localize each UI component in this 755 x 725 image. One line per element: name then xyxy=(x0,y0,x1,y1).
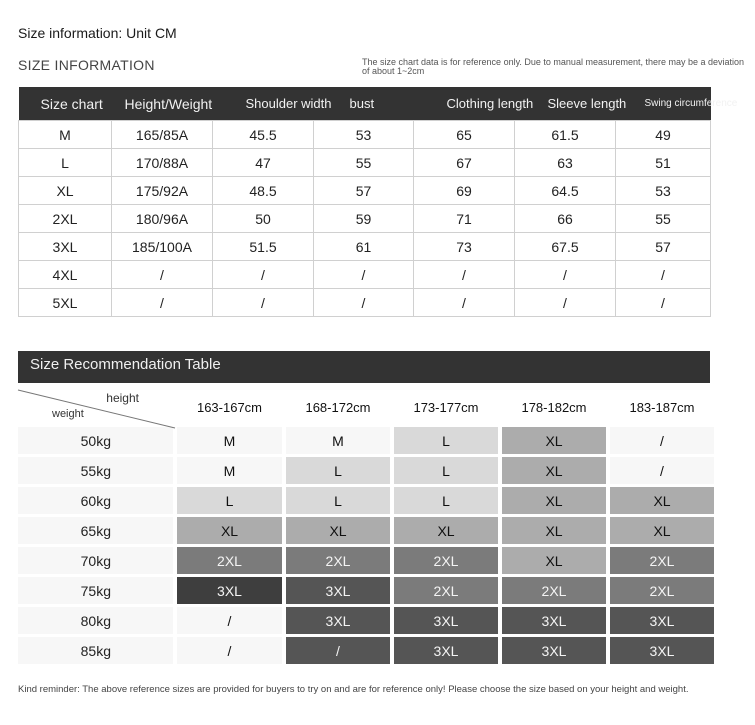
recommended-size-cell: 2XL xyxy=(394,577,498,604)
recommended-size-cell: 3XL xyxy=(177,577,282,604)
height-range-header: 173-177cm xyxy=(394,390,498,424)
size-chart-cell: / xyxy=(112,261,213,289)
recommended-size-cell: 3XL xyxy=(502,637,606,664)
weight-label: 60kg xyxy=(18,487,173,514)
size-chart-cell: 63 xyxy=(515,149,616,177)
recommended-size-cell: 3XL xyxy=(286,577,390,604)
size-chart-table xyxy=(18,87,738,317)
size-chart-header-size: Size chart xyxy=(19,87,112,121)
recommendation-row xyxy=(18,547,714,574)
recommended-size-cell: M xyxy=(286,427,390,454)
size-information-heading: SIZE INFORMATION xyxy=(18,57,155,73)
size-chart-row xyxy=(19,121,711,149)
size-chart-cell: 64.5 xyxy=(515,177,616,205)
size-chart-cell: 48.5 xyxy=(213,177,314,205)
recommended-size-cell: 2XL xyxy=(286,547,390,574)
recommended-size-cell: 3XL xyxy=(502,607,606,634)
recommended-size-cell: 2XL xyxy=(610,577,714,604)
size-recommendation-title: Size Recommendation Table xyxy=(18,351,710,383)
diagonal-divider xyxy=(18,390,175,428)
recommended-size-cell: XL xyxy=(502,547,606,574)
recommended-size-cell: XL xyxy=(502,487,606,514)
recommendation-row xyxy=(18,607,714,634)
weight-label: 75kg xyxy=(18,577,173,604)
recommendation-row xyxy=(18,427,714,454)
size-chart-cell: / xyxy=(112,289,213,317)
recommendation-row xyxy=(18,517,714,544)
recommended-size-cell: XL xyxy=(394,517,498,544)
recommended-size-cell: L xyxy=(394,427,498,454)
recommended-size-cell: 2XL xyxy=(610,547,714,574)
size-chart-cell: 61.5 xyxy=(515,121,616,149)
size-chart-cell: 180/96A xyxy=(112,205,213,233)
recommended-size-cell: XL xyxy=(610,517,714,544)
size-chart-cell: L xyxy=(19,149,112,177)
size-chart-cell: / xyxy=(314,261,414,289)
size-chart-cell: 73 xyxy=(414,233,515,261)
size-chart-cell: 59 xyxy=(314,205,414,233)
size-chart-cell: 51 xyxy=(616,149,711,177)
kind-reminder: Kind reminder: The above reference sizes are provided for buyers to try on and are for reference only! Please choose the size based on your height and weight. xyxy=(18,684,689,695)
recommendation-row xyxy=(18,577,714,604)
recommendation-row xyxy=(18,637,714,664)
size-chart-row xyxy=(19,261,711,289)
size-chart-cell: 53 xyxy=(616,177,711,205)
recommended-size-cell: L xyxy=(286,487,390,514)
size-chart-cell: 55 xyxy=(616,205,711,233)
size-chart-header-bust: bust xyxy=(314,87,414,121)
corner-cell xyxy=(18,390,173,424)
size-chart-cell: 61 xyxy=(314,233,414,261)
recommended-size-cell: XL xyxy=(502,517,606,544)
size-chart-cell: 49 xyxy=(616,121,711,149)
size-chart-row xyxy=(19,149,711,177)
size-chart-cell: 185/100A xyxy=(112,233,213,261)
size-chart-header-clothing-length: Clothing length xyxy=(414,87,515,121)
size-chart-cell: 170/88A xyxy=(112,149,213,177)
size-chart-cell: 47 xyxy=(213,149,314,177)
size-chart-cell: 55 xyxy=(314,149,414,177)
size-chart-cell: / xyxy=(616,289,711,317)
recommended-size-cell: / xyxy=(177,637,282,664)
size-chart-header-swing: Swing circumference xyxy=(616,87,711,121)
recommended-size-cell: 3XL xyxy=(610,637,714,664)
recommended-size-cell: 3XL xyxy=(394,637,498,664)
weight-label: 70kg xyxy=(18,547,173,574)
size-chart-cell: 57 xyxy=(616,233,711,261)
size-recommendation-table xyxy=(14,387,718,667)
recommended-size-cell: 3XL xyxy=(394,607,498,634)
recommended-size-cell: XL xyxy=(502,457,606,484)
size-chart-cell: 5XL xyxy=(19,289,112,317)
size-chart-cell: / xyxy=(414,261,515,289)
weight-label: 85kg xyxy=(18,637,173,664)
size-chart-cell: / xyxy=(414,289,515,317)
size-chart-cell: 2XL xyxy=(19,205,112,233)
recommended-size-cell: XL xyxy=(177,517,282,544)
size-chart-header-row xyxy=(19,87,711,121)
size-chart-cell: M xyxy=(19,121,112,149)
recommendation-height-row xyxy=(18,390,714,424)
recommended-size-cell: 3XL xyxy=(610,607,714,634)
recommended-size-cell: 3XL xyxy=(286,607,390,634)
size-chart-cell: / xyxy=(515,289,616,317)
recommended-size-cell: / xyxy=(610,427,714,454)
height-range-header: 168-172cm xyxy=(286,390,390,424)
weight-label: 80kg xyxy=(18,607,173,634)
recommended-size-cell: L xyxy=(394,487,498,514)
size-chart-cell: 71 xyxy=(414,205,515,233)
size-chart-cell: 3XL xyxy=(19,233,112,261)
recommended-size-cell: XL xyxy=(610,487,714,514)
height-range-header: 183-187cm xyxy=(610,390,714,424)
size-chart-cell: 66 xyxy=(515,205,616,233)
height-range-header: 178-182cm xyxy=(502,390,606,424)
size-chart-cell: 57 xyxy=(314,177,414,205)
recommended-size-cell: L xyxy=(394,457,498,484)
size-chart-cell: 45.5 xyxy=(213,121,314,149)
recommendation-row xyxy=(18,487,714,514)
size-chart-cell: / xyxy=(515,261,616,289)
size-chart-row xyxy=(19,205,711,233)
recommended-size-cell: M xyxy=(177,457,282,484)
corner-weight-label: weight xyxy=(52,408,84,420)
recommended-size-cell: XL xyxy=(286,517,390,544)
weight-label: 55kg xyxy=(18,457,173,484)
recommended-size-cell: 2XL xyxy=(502,577,606,604)
recommended-size-cell: / xyxy=(177,607,282,634)
size-chart-cell: 4XL xyxy=(19,261,112,289)
weight-label: 65kg xyxy=(18,517,173,544)
size-info-title: Size information: Unit CM xyxy=(18,25,177,41)
size-chart-cell: / xyxy=(213,289,314,317)
size-chart-cell: XL xyxy=(19,177,112,205)
recommended-size-cell: M xyxy=(177,427,282,454)
size-chart-row xyxy=(19,177,711,205)
size-chart-cell: / xyxy=(314,289,414,317)
height-range-header: 163-167cm xyxy=(177,390,282,424)
corner-height-label: height xyxy=(106,391,139,405)
size-chart-cell: 165/85A xyxy=(112,121,213,149)
size-chart-disclaimer: The size chart data is for reference only. Due to manual measurement, there may be a deviation of about 1~2cm xyxy=(362,57,745,76)
size-chart-cell: 69 xyxy=(414,177,515,205)
size-chart-row xyxy=(19,289,711,317)
size-chart-cell: / xyxy=(616,261,711,289)
size-chart-header-height-weight: Height/Weight xyxy=(112,87,213,121)
recommended-size-cell: L xyxy=(286,457,390,484)
weight-label: 50kg xyxy=(18,427,173,454)
recommended-size-cell: L xyxy=(177,487,282,514)
size-chart-cell: 53 xyxy=(314,121,414,149)
recommended-size-cell: / xyxy=(286,637,390,664)
size-chart-cell: 67.5 xyxy=(515,233,616,261)
recommended-size-cell: XL xyxy=(502,427,606,454)
size-chart-header-shoulder: Shoulder width xyxy=(213,87,314,121)
recommended-size-cell: 2XL xyxy=(177,547,282,574)
size-chart-header-sleeve-length: Sleeve length xyxy=(515,87,616,121)
size-chart-cell: / xyxy=(213,261,314,289)
size-chart-cell: 175/92A xyxy=(112,177,213,205)
size-chart-cell: 65 xyxy=(414,121,515,149)
recommended-size-cell: / xyxy=(610,457,714,484)
size-chart-cell: 51.5 xyxy=(213,233,314,261)
recommended-size-cell: 2XL xyxy=(394,547,498,574)
size-chart-row xyxy=(19,233,711,261)
size-chart-cell: 50 xyxy=(213,205,314,233)
size-chart-cell: 67 xyxy=(414,149,515,177)
recommendation-row xyxy=(18,457,714,484)
